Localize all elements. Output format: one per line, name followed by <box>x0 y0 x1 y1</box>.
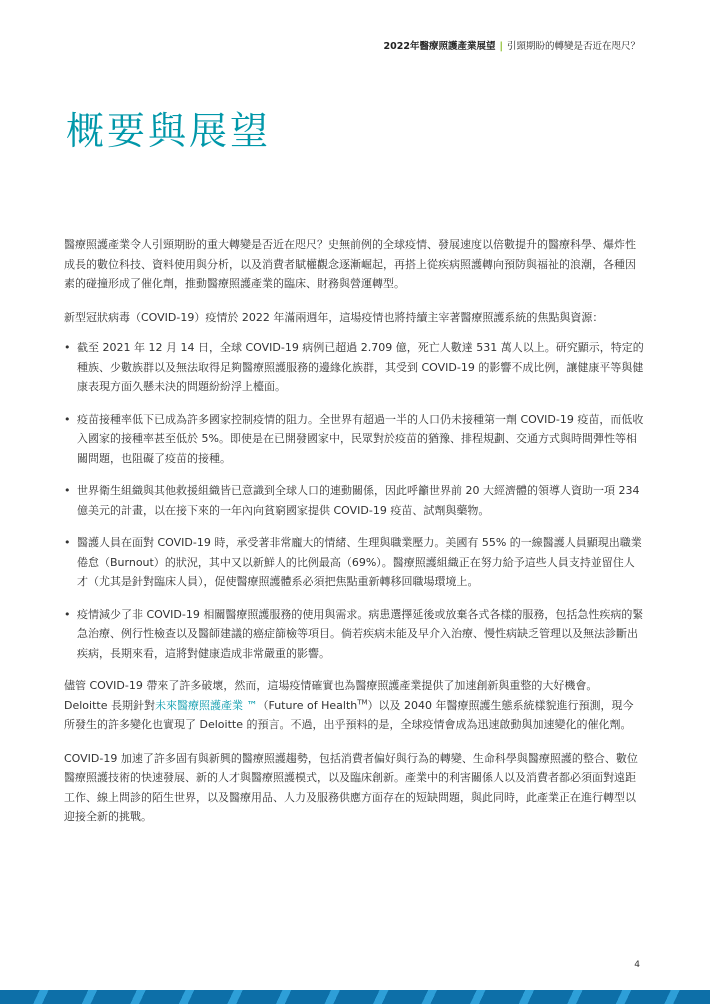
bullet-text: 疫情減少了非 COVID-19 相關醫療照護服務的使用與需求。病患選擇延後或放棄各式各樣的服務，包括急性疾病的緊急治療、例行性檢查以及醫師建議的癌症篩檢等項目。倘若疾病未能及早介入治療、慢性病缺乏管理以及無法診斷出疾病，長期來看，這將對健康造成非常嚴重的影響。 <box>77 607 644 660</box>
paragraph-3-part-c: ）以及 2040 年醫療照護生態系統樣貌進行預測，現今所發生的許多變化也實現了 Deloitte 的預言。不過，出乎預料的是，全球疫情會成為迅速啟動與加速變化的催化劑。 <box>64 698 634 731</box>
bullet-marker: • <box>64 607 71 621</box>
bullet-item <box>64 338 644 397</box>
bullet-marker: • <box>64 341 71 354</box>
bullet-item <box>64 605 644 664</box>
paragraph-3-part-b: （Future of Health <box>257 698 358 712</box>
header-separator: | <box>499 41 503 52</box>
bullet-item <box>64 481 644 520</box>
page-title: 概要與展望 <box>66 109 272 153</box>
intro-paragraph-1: 醫療照護產業令人引頸期盼的重大轉變是否近在咫尺？史無前例的全球疫情、發展速度以倍數提升的醫療科學、爆炸性成長的數位科技、資料使用與分析，以及消費者賦權觀念逐漸崛起，再搭上從疾病照護轉向預防與福祉的浪潮，各種因素的碰撞形成了催化劑，推動醫療照護產業的臨床、財務與營運轉型。 <box>64 238 636 290</box>
footer-stripe <box>0 990 710 1004</box>
bullet-list <box>64 338 644 663</box>
running-header <box>384 38 640 52</box>
body-content <box>64 235 644 841</box>
bullet-item <box>64 410 644 469</box>
bullet-text: 醫護人員在面對 COVID-19 時，承受著非常龐大的情緒、生理與職業壓力。美國有 55% 的一線醫護人員顯現出職業倦怠（Burnout）的狀況，其中又以新鮮人的比例最高（69%）。醫療照護組織正在努力給予這些人員支持並留住人才（尤其是針對臨床人員），促使醫療照護體系必須把焦點重新轉移回職場環境上。 <box>77 536 642 588</box>
bullet-text: 疫苗接種率低下已成為許多國家控制疫情的阻力。全世界有超過一半的人口仍未接種第一劑 COVID-19 疫苗，而低收入國家的接種率甚至低於 5%。即使是在已開發國家中，民眾對於疫苗的猶豫、排程規劃、交通方式與時間彈性等相關問題，也阻礙了疫苗的接種。 <box>77 412 644 465</box>
trademark-sup: TM <box>357 697 368 706</box>
report-title: 2022年醫療照護產業展望 <box>383 41 496 52</box>
bullet-marker: • <box>64 484 71 497</box>
report-subtitle: 引頸期盼的轉變是否近在咫尺？ <box>506 41 640 52</box>
bullet-item <box>64 533 644 592</box>
paragraph-3 <box>64 676 644 735</box>
paragraph-4: COVID-19 加速了許多固有與新興的醫療照護趨勢，包括消費者偏好與行為的轉變、生命科學與醫療照護的整合、數位醫療照護技術的快速發展、新的人才與醫療照護模式，以及臨床創新。產業中的利害關係人以及消費者都必須面對遠距工作、線上問診的陌生世界，以及醫療用品、人力及服務供應方面存在的短缺問題，與此同時，此產業正在進行轉型以迎接全新的挑戰。 <box>64 751 638 823</box>
bullet-marker: • <box>64 412 71 426</box>
page-number: 4 <box>634 960 640 970</box>
paragraph-3-part-a: Deloitte 長期針對 <box>64 698 155 712</box>
intro-paragraph-2: 新型冠狀病毒（COVID-19）疫情於 2022 年滿兩週年，這場疫情也將持續主宰著醫療照護系統的焦點與資源： <box>64 310 604 324</box>
paragraph-3-line-1: 儘管 COVID-19 帶來了許多破壞，然而，這場疫情確實也為醫療照護產業提供了加速創新與重整的大好機會。 <box>64 679 598 692</box>
bullet-text: 世界衛生組織與其他救援組織皆已意識到全球人口的連動關係，因此呼籲世界前 20 大經濟體的領導人資助一項 234 億美元的計畫，以在接下來的一年內向貧窮國家提供 COVID-19 疫苗、試劑與藥物。 <box>77 484 640 517</box>
bullet-marker: • <box>64 536 71 549</box>
bullet-text: 截至 2021 年 12 月 14 日，全球 COVID-19 病例已超過 2.709 億，死亡人數達 531 萬人以上。研究顯示，特定的種族、少數族群以及無法取得足夠醫療照護服務的邊緣化族群，其受到 COVID-19 的影響不成比例，讓健康平等與健康表現方面久懸未決的問題紛紛浮上檯面。 <box>77 341 644 393</box>
future-of-health-link[interactable]: 未來醫療照護產業 ™ <box>154 698 258 712</box>
